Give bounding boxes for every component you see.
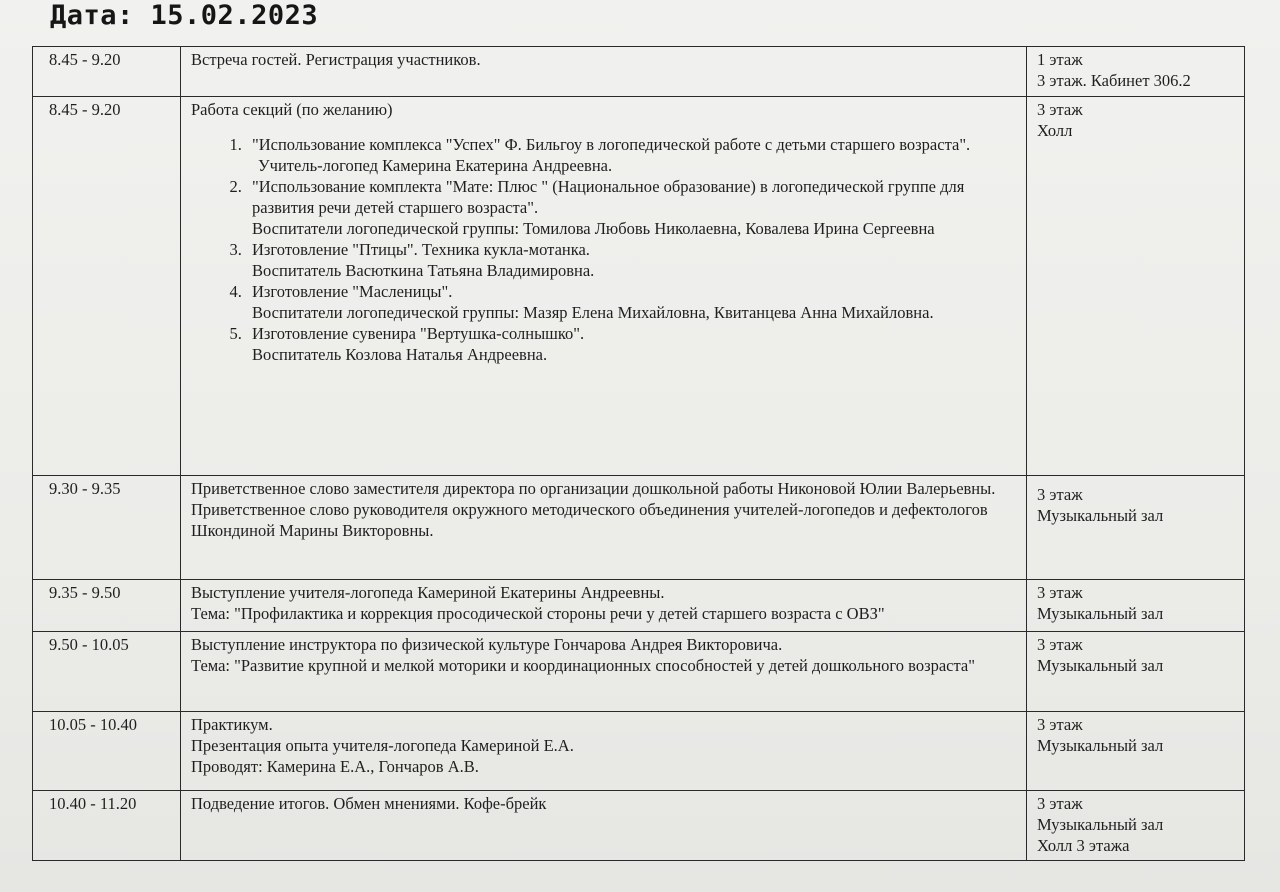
activity-line: Подведение итогов. Обмен мнениями. Кофе-брейк	[191, 794, 547, 813]
activity-line: Проводят: Камерина Е.А., Гончаров А.В.	[191, 757, 479, 776]
location-line: 1 этаж	[1037, 50, 1083, 69]
location-line: 3 этаж	[1037, 715, 1083, 734]
list-item	[246, 134, 1018, 176]
section-topic: "Использование комплекта "Мате: Плюс " (Национальное образование) в логопедической группе для развития речи детей старшего возраста".	[252, 177, 965, 217]
section-topic: Изготовление "Птицы". Техника кукла-мотанка.	[252, 240, 590, 259]
section-presenter: Воспитатель Козлова Наталья Андреевна.	[252, 345, 548, 364]
schedule-row	[33, 47, 1245, 97]
location-cell	[1027, 632, 1245, 712]
activity-line: Приветственное слово руководителя окружного методического объединения учителей-логопедов и дефектологов Шкондиной Марины Викторовны.	[191, 500, 988, 540]
activity-line: Практикум.	[191, 715, 273, 734]
time-cell: 10.05 - 10.40	[33, 712, 181, 791]
list-item	[246, 323, 1018, 365]
location-line: Музыкальный зал	[1037, 604, 1164, 623]
location-cell	[1027, 712, 1245, 791]
location-line: 3 этаж. Кабинет 306.2	[1037, 71, 1191, 90]
activity-line: Выступление инструктора по физической культуре Гончарова Андрея Викторовича.	[191, 635, 783, 654]
activity-cell	[181, 580, 1027, 632]
activity-line: Приветственное слово заместителя директора по организации дошкольной работы Никоновой Юлии Валерьевны.	[191, 479, 996, 498]
location-line: Музыкальный зал	[1037, 736, 1164, 755]
activity-cell	[181, 476, 1027, 580]
sections-list	[191, 134, 1018, 365]
section-presenter: Учитель-логопед Камерина Екатерина Андреевна.	[258, 156, 613, 175]
location-cell	[1027, 580, 1245, 632]
location-line: 3 этаж	[1037, 100, 1083, 119]
location-line: Музыкальный зал	[1037, 656, 1164, 675]
activity-line: Тема: "Профилактика и коррекция просодической стороны речи у детей старшего возраста с ОВЗ"	[191, 604, 885, 623]
location-cell	[1027, 47, 1245, 97]
list-item	[246, 239, 1018, 281]
schedule-row	[33, 476, 1245, 580]
location-cell	[1027, 476, 1245, 580]
list-item	[246, 176, 1018, 239]
location-cell	[1027, 791, 1245, 861]
date-header: Дата: 15.02.2023	[50, 0, 319, 31]
section-presenter: Воспитатели логопедической группы: Томилова Любовь Николаевна, Ковалева Ирина Сергеевна	[252, 219, 935, 238]
schedule-row	[33, 580, 1245, 632]
time-cell: 9.35 - 9.50	[33, 580, 181, 632]
activity-cell	[181, 791, 1027, 861]
section-topic: Изготовление "Масленицы".	[252, 282, 453, 301]
location-cell	[1027, 97, 1245, 476]
section-presenter: Воспитатель Васюткина Татьяна Владимировна.	[252, 261, 595, 280]
activity-cell	[181, 47, 1027, 97]
activity-line: Презентация опыта учителя-логопеда Камериной Е.А.	[191, 736, 574, 755]
schedule-row	[33, 712, 1245, 791]
time-cell: 10.40 - 11.20	[33, 791, 181, 861]
activity-cell	[181, 97, 1027, 476]
location-line: Холл	[1037, 121, 1073, 140]
section-presenter: Воспитатели логопедической группы: Мазяр Елена Михайловна, Квитанцева Анна Михайловна.	[252, 303, 934, 322]
time-cell: 9.30 - 9.35	[33, 476, 181, 580]
activity-line: Тема: "Развитие крупной и мелкой моторики и координационных способностей у детей дошкольного возраста"	[191, 656, 975, 675]
time-cell: 9.50 - 10.05	[33, 632, 181, 712]
location-line: Холл 3 этажа	[1037, 836, 1130, 855]
schedule-table	[32, 46, 1245, 861]
location-line: 3 этаж	[1037, 635, 1083, 654]
section-topic: "Использование комплекса "Успех" Ф. Бильгоу в логопедической работе с детьми старшего возраста".	[252, 135, 971, 154]
list-item	[246, 281, 1018, 323]
schedule-row	[33, 632, 1245, 712]
activity-cell	[181, 632, 1027, 712]
schedule-row	[33, 97, 1245, 476]
location-line: 3 этаж	[1037, 583, 1083, 602]
location-line: 3 этаж	[1037, 794, 1083, 813]
section-title: Работа секций (по желанию)	[191, 100, 393, 119]
activity-line: Выступление учителя-логопеда Камериной Екатерины Андреевны.	[191, 583, 665, 602]
location-line: Музыкальный зал	[1037, 506, 1164, 525]
activity-line: Встреча гостей. Регистрация участников.	[191, 50, 481, 69]
section-topic: Изготовление сувенира "Вертушка-солнышко".	[252, 324, 585, 343]
activity-cell	[181, 712, 1027, 791]
time-cell: 8.45 - 9.20	[33, 97, 181, 476]
schedule-row	[33, 791, 1245, 861]
time-cell: 8.45 - 9.20	[33, 47, 181, 97]
location-line: Музыкальный зал	[1037, 815, 1164, 834]
location-line: 3 этаж	[1037, 485, 1083, 504]
